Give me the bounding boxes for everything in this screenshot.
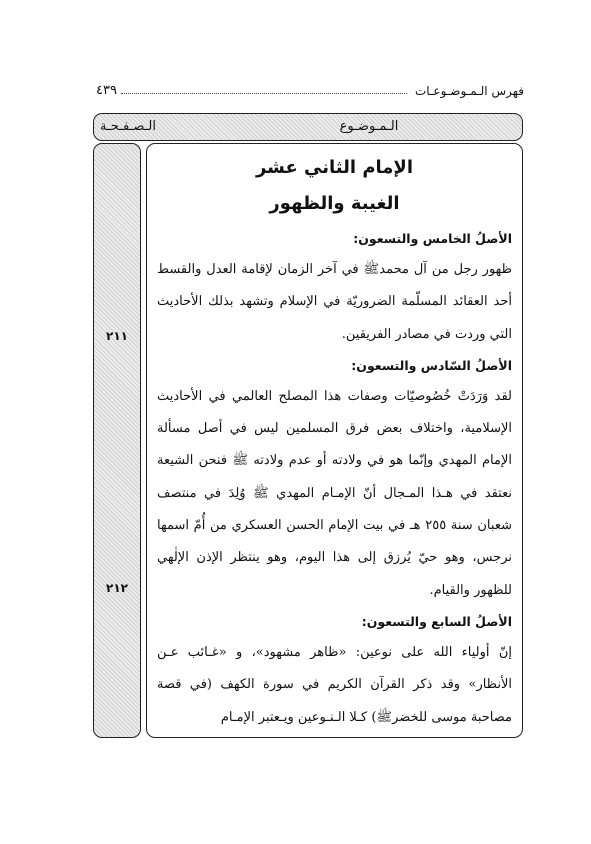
section-title: الأصلُ الخامس والتسعون:: [353, 231, 512, 246]
index-column-header: [93, 113, 523, 141]
section-title: الأصلُ السابع والتسعون:: [361, 613, 512, 629]
section-text: لقد وَرَدَتْ خُصُوصيّات وصفات هذا المصلح العالمي في الأحاديث الإسلامية، واختلاف بعض فرق المسلمين ليس في أصل مسألة الإمام المهدي وإنّما هو في ولادته أو عدم ولادته ﷺ فنحن الشيعة نعتقد في هـذا المـجال أنّ الإمـام المهدي ﷺ وُلِدَ في منتصف شعبان سنة ٢٥٥ هـ في بيت الإمام الحسن العسكري من أُمّ اسمها نرجس، وهو حيّ يُرزق إلى هذا اليوم، وهو ينتظر الإذن الإلٰهي للظهور والقيام.: [157, 388, 512, 598]
section-text: إنّ أولياء الله على نوعين: «ظاهر مشهود»، و «غـائب عـن الأنظار» وقد ذكر القرآن الكريم في سورة الكهف (في قصة مصاحبة موسى للخضرﷺ) كـلا الـنـوعين ويـعتبر الإمـام: [157, 644, 512, 725]
running-header-title: فهرس الـمـوضـوعـات: [414, 84, 524, 98]
page-reference: ٢١١: [106, 329, 128, 343]
chapter-heading: الإمام الثاني عشر: [255, 157, 414, 178]
page-column-label: الـصـفـحـة: [99, 119, 156, 134]
topic-column-label: الـمـوضـوع: [339, 119, 399, 134]
running-header: [96, 76, 524, 98]
page-reference: ٢١٢: [106, 581, 128, 595]
page-number: ٤٣٩: [96, 83, 117, 98]
content-body: [157, 154, 512, 738]
dotted-leader: [121, 92, 407, 94]
section-text: ظهور رجل من آل محمدﷺ في آخر الزمان لإقامة العدل والقسط أحد العقائد المسلّمة الضروريّة في الإسلام وتشهد بذلك الأحاديث التي وردت في مصادر الفريقين.: [157, 262, 512, 342]
page-reference-column: [93, 143, 141, 738]
index-content-panel: [146, 143, 523, 738]
chapter-subheading: الغيبة والظهور: [269, 193, 400, 214]
section-title: الأصلُ السّادس والتسعون:: [351, 357, 512, 373]
